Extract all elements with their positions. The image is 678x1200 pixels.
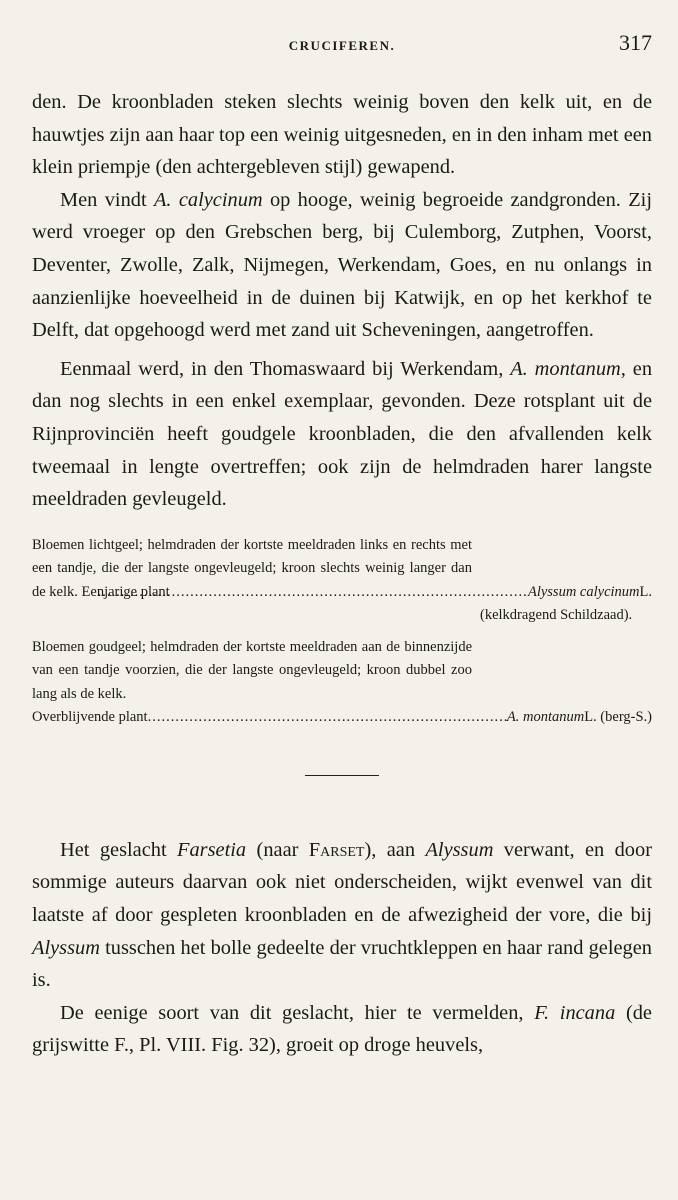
text-run: Eenmaal werd, in den Thomaswaard bij Werkendam, xyxy=(60,357,511,380)
text-run: op hooge, weinig begroeide zandgronden. Zij werd vroeger op den Grebschen berg, bij Culemborg, Zutphen, Voorst, Deventer, Zwolle, Zalk, Nijmegen, Werkendam, Goes, en nu onlangs in aanzienlijke hoeveelheid in de duinen bij Katwijk, en op het kerkhof te Delft, dat opgehoogd werd met zand uit Scheveningen, aangetroffen. xyxy=(32,188,652,342)
paragraph-1: den. De kroonbladen steken slechts weinig boven den kelk uit, en de hauwtjes zijn aan haar top een weinig uitgesneden, en in den inham met een klein priempje (den achtergebleven stijl) gewapend. xyxy=(32,91,652,179)
genus-name: Farsetia xyxy=(177,838,247,861)
key-entry-2-taxon: A. montanum xyxy=(506,709,585,726)
page-header xyxy=(32,30,652,62)
key-entry-2-author: L. (berg-S.) xyxy=(584,709,652,726)
leader-dots xyxy=(148,706,507,730)
paragraph-4 xyxy=(32,834,652,997)
text-run: Het geslacht xyxy=(60,838,178,861)
identification-key xyxy=(32,534,652,730)
text-run: De eenige soort van dit geslacht, hier te vermelden, xyxy=(60,1001,535,1024)
running-title: CRUCIFEREN. xyxy=(288,38,396,53)
key-entry-2-lead: Overblijvende plant xyxy=(32,709,148,726)
key-entry-1 xyxy=(32,534,652,628)
key-entry-1-note: (kelkdragend Schildzaad). xyxy=(480,607,633,624)
section-divider xyxy=(305,775,379,776)
species-name: A. montanum, xyxy=(510,357,626,380)
key-entry-1-taxon: Alyssum calycinum xyxy=(527,583,640,600)
key-entry-1-text: Bloemen lichtgeel; helmdraden der kortste meeldraden links en rechts met een tandje, die der langste ongevleugeld; kroon slechts weinig langer dan de kelk. Eenjarige plant xyxy=(32,536,472,600)
genus-name: Alyssum xyxy=(32,936,100,959)
author-name: Farset xyxy=(308,838,365,861)
text-run: Men vindt xyxy=(60,188,154,211)
key-entry-2 xyxy=(32,636,652,730)
page-number: 317 xyxy=(619,30,652,55)
text-run: verwant, en door sommige auteurs daarvan ook niet onderscheiden, wijkt evenwel van dit laatste af door gespleten kroonbladen en de afwezigheid der vore, die bij xyxy=(32,838,652,926)
genus-name: Alyssum xyxy=(425,838,494,861)
key-entry-2-text: Bloemen goudgeel; helmdraden der kortste meeldraden aan de binnenzijde van een tandje voorzien, die der langste ongevleugeld; kroon dubbel zoo lang als de kelk. xyxy=(32,638,472,702)
text-run: ), aan xyxy=(364,838,426,861)
text-run: tusschen het bolle gedeelte der vruchtkleppen en haar rand gelegen is. xyxy=(32,936,652,992)
key-line xyxy=(32,581,652,605)
paragraph-2 xyxy=(32,184,652,347)
species-name: F. incana xyxy=(534,1001,616,1024)
text-run: (de grijswitte F., Pl. VIII. Fig. 32), groeit op droge heuvels, xyxy=(32,1001,652,1057)
page-body xyxy=(32,86,652,1062)
paragraph-5 xyxy=(32,997,652,1062)
paragraph-3 xyxy=(32,353,652,516)
species-name: A. calycinum xyxy=(153,188,263,211)
key-line xyxy=(32,706,652,730)
leader-dots xyxy=(98,581,528,605)
text-run: (naar xyxy=(246,838,309,861)
text-run: en dan nog slechts in een enkel exemplaar, gevonden. Deze rotsplant uit de Rijnprovinciën heeft goudgele kroonbladen, die den afvallenden kelk tweemaal in lengte overtreffen; ook zijn de helmdraden harer langste meeldraden gevleugeld. xyxy=(32,357,653,511)
key-entry-1-author: L. xyxy=(639,583,652,600)
